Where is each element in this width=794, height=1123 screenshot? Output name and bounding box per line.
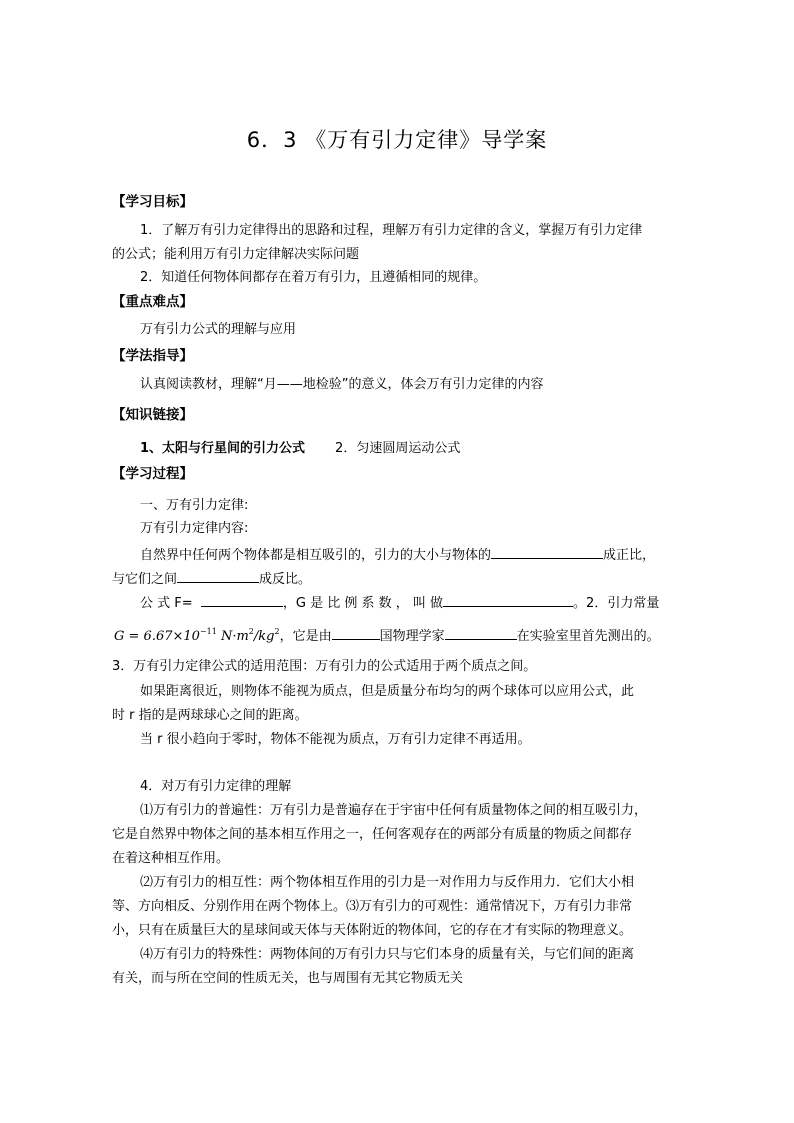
method-heading: 【学法指导】	[112, 348, 193, 364]
process-p13-line-1: ⑷万有引力的特殊性：两物体间的万有引力只与它们本身的质量有关，与它们间的距离	[140, 947, 635, 962]
goal-2: 2．知道任何物体间都存在着万有引力，且遵循相同的规律。	[140, 270, 487, 285]
blank-mass-product[interactable]	[491, 544, 603, 559]
process-p12-line-3: 小，只有在质量巨大的星球间或天体与天体附近的物体间，它的存在才有实际的物理意义。	[112, 923, 633, 938]
process-heading: 【学习过程】	[112, 466, 193, 482]
process-p12-line-2: 等、方向相反、分别作用在两个物体上。⑶万有引力的可观性：通常情况下，万有引力非常	[112, 899, 633, 914]
process-p2: 万有引力定律内容:	[140, 521, 249, 536]
blank-country[interactable]	[332, 625, 380, 640]
goal-1-line-1: 1．了解万有引力定律得出的思路和过程，理解万有引力定律的含义，掌握万有引力定律	[140, 223, 643, 238]
p4-text-b: 成反比。	[259, 572, 312, 587]
formula-unit: N·m	[220, 629, 249, 644]
process-p8-line-2: 时 r 指的是两球球心之间的距离。	[112, 708, 308, 723]
process-p11-line-3: 在着这种相互作用。	[112, 851, 230, 866]
gravitational-constant-formula	[114, 629, 280, 644]
page-title: 6．3 《万有引力定律》导学案	[246, 128, 548, 152]
process-p7: 3．万有引力定律公式的适用范围：万有引力的公式适用于两个质点之间。	[112, 659, 537, 674]
method-text: 认真阅读教材，理解“月——地检验”的意义，体会万有引力定律的内容	[140, 377, 544, 392]
formula-exponent-2: 2	[248, 627, 254, 636]
goal-1-line-2: 的公式；能利用万有引力定律解决实际问题	[112, 247, 360, 262]
p6-text-a: ，它是由	[279, 629, 332, 644]
process-p13-line-2: 有关，而与所在空间的性质无关，也与周围有无其它物质无关	[112, 971, 464, 986]
link-item-1-text: 1、太阳与行星间的引力公式	[140, 441, 306, 456]
process-p8-line-1: 如果距离很近，则物体不能视为质点，但是质量分布均匀的两个球体可以应用公式，此	[140, 684, 635, 699]
p4-text-a: 与它们之间	[112, 572, 178, 587]
key-heading: 【重点难点】	[112, 294, 193, 310]
process-p3	[140, 544, 655, 566]
process-p10: 4．对万有引力定律的理解	[140, 779, 292, 794]
process-p9: 当 r 很小趋向于零时，物体不能视为质点，万有引力定律不再适用。	[140, 732, 531, 747]
process-p11-line-2: 它是自然界中物体之间的基本相互作用之一，任何客观存在的两部分有质量的物质之间都存	[112, 827, 633, 842]
p6-text-c: 在实验室里首先测出的。	[516, 629, 660, 644]
link-item-1	[140, 439, 460, 459]
process-p12-line-1: ⑵万有引力的相互性：两个物体相互作用的引力是一对作用力与反作用力．它们大小相	[140, 875, 635, 890]
p5-text-a: 公 式 F=	[140, 596, 193, 611]
p3-text-b: 成正比，	[603, 548, 656, 563]
process-p1: 一、万有引力定律:	[140, 498, 249, 513]
process-p5	[140, 592, 659, 614]
link-item-2-text: 2．匀速圆周运动公式	[335, 441, 461, 456]
p3-text-a: 自然界中任何两个物体都是相互吸引的，引力的大小与物体的	[140, 548, 492, 563]
blank-formula[interactable]	[201, 592, 283, 607]
p6-text-b: 国物理学家	[379, 629, 445, 644]
blank-constant-name[interactable]	[443, 592, 573, 607]
link-heading: 【知识链接】	[112, 407, 193, 423]
p5-text-c: 。2．引力常量	[573, 596, 660, 611]
formula-divisor: /kg	[253, 629, 275, 644]
formula-exponent: −11	[199, 627, 217, 636]
p5-text-b: ，G 是 比 例 系 数 ， 叫 做	[282, 596, 444, 611]
blank-physicist[interactable]	[445, 625, 517, 640]
formula-main: G = 6.67×10	[114, 629, 200, 644]
process-p6	[114, 622, 660, 647]
blank-distance-squared[interactable]	[177, 568, 259, 583]
goals-heading: 【学习目标】	[112, 194, 193, 210]
process-p11-line-1: ⑴万有引力的普遍性：万有引力是普遍存在于宇宙中任何有质量物体之间的相互吸引力，	[140, 803, 648, 818]
key-text: 万有引力公式的理解与应用	[140, 322, 297, 337]
process-p4	[112, 568, 311, 590]
formula-exponent-3: 2	[274, 627, 280, 636]
